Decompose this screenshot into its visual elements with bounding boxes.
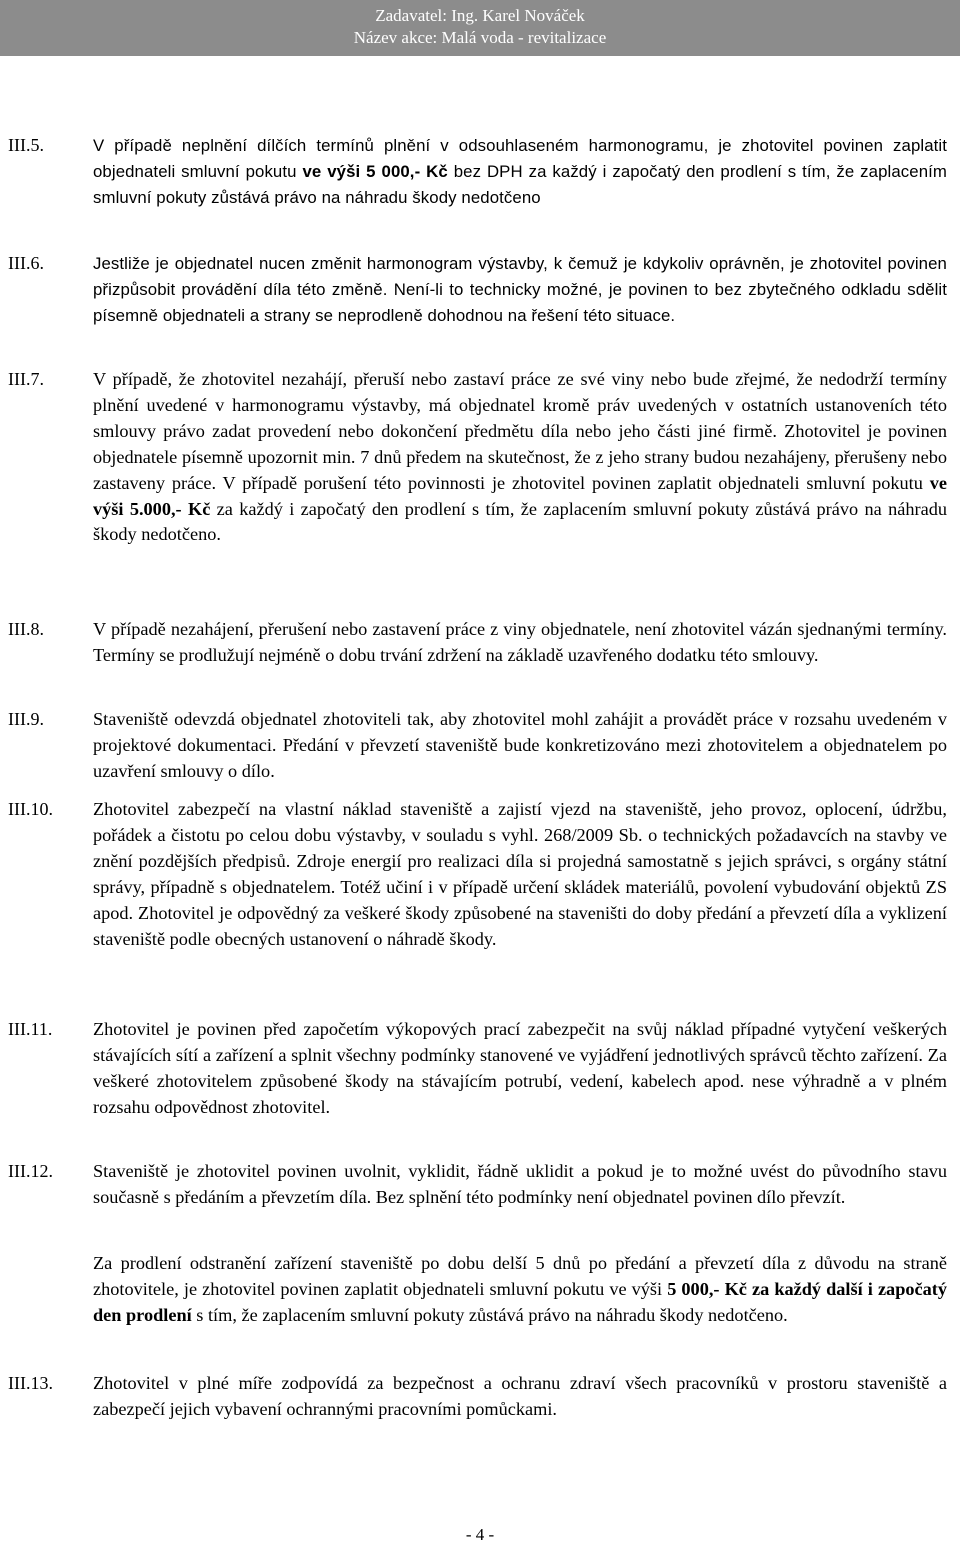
clause-number: III.12. — [8, 1161, 53, 1181]
clause-text — [93, 617, 947, 669]
page-number: - 4 - — [465, 1525, 495, 1544]
clause-text-segment: s tím, že zaplacením smluvní pokuty zůstává právo na náhradu škody nedotčeno. — [191, 1304, 788, 1325]
clause-text-segment: Zhotovitel v plné míře zodpovídá za bezpečnost a ochranu zdraví všech pracovníků v prostoru staveniště a zabezpečí jejich vybavení ochrannými pracovními pomůckami. — [93, 1373, 947, 1419]
clause-text-bold: ve výši 5 000,- Kč — [302, 161, 448, 181]
clause-text — [93, 1159, 947, 1211]
clause-text-segment: V případě nezahájení, přerušení nebo zastavení práce z viny objednatele, není zhotovitel vázán sjednanými termíny. Termíny se prodlužují nejméně o dobu trvání zdržení na základě uzavřeného dodatku této smlouvy. — [93, 619, 947, 665]
clause-text — [93, 251, 947, 329]
clause-text — [93, 133, 947, 211]
clause-text-bold: 5 000,- Kč za každý další i započatý den prodlení — [93, 1278, 947, 1325]
clause-number: III.11. — [8, 1019, 53, 1039]
clause-text — [93, 797, 947, 952]
clause-text — [93, 1017, 947, 1121]
clause-text-segment: bez DPH za každý i započatý den prodlení s tím, že zaplacením smluvní pokuty zůstává právo na náhradu škody nedotčeno — [93, 161, 948, 207]
clause-text — [93, 367, 947, 548]
clause-text-segment: Zhotovitel zabezpečí na vlastní náklad staveniště a zajistí vjezd na staveniště, jeho provoz, oplocení, údržbu, pořádek a čistotu po celou dobu výstavby, v souladu s vyhl. 268/2009 Sb. o technických požadavcích na stavby ve znění pozdějších předpisů. Zdroje energií pro realizaci díla si projedná samostatně s jejich správci, s orgány státní správy, případně s objednatelem. Totéž učiní i v případě určení skládek materiálů, povolení vybudování objektů ZS apod. Zhotovitel je odpovědný za veškeré škody způsobené na staveništi do doby předání a převzetí díla a vyklizení staveniště podle obecných ustanovení o náhradě škody. — [93, 799, 947, 949]
clause-text-segment: Staveniště odevzdá objednatel zhotoviteli tak, aby zhotovitel mohl zahájit a provádět práce v rozsahu uvedeném v projektové dokumentaci. Předání v převzetí staveniště bude konkretizováno mezi zhotovitelem a objednatelem po uzavření smlouvy o dílo. — [93, 709, 947, 781]
clause-number: III.5. — [8, 135, 44, 155]
clause-number: III.7. — [8, 369, 44, 389]
clause-text-segment: Jestliže je objednatel nucen změnit harmonogram výstavby, k čemuž je kdykoliv oprávněn, je zhotovitel povinen přizpůsobit provádění díla této změně. Není-li to technicky možné, je povinen to bez zbytečného odkladu sdělit písemně objednateli a strany se neprodleně dohodnou na řešení této situace. — [93, 254, 947, 325]
clause-number: III.10. — [8, 799, 53, 819]
clause-text-segment: za každý i započatý den prodlení s tím, že zaplacením smluvní pokuty zůstává právo na náhradu škody nedotčeno. — [93, 498, 947, 545]
clause-number: III.8. — [8, 619, 44, 639]
clause-text — [93, 1371, 947, 1423]
clause-text-segment: Za prodlení odstranění zařízení staveniště po dobu delší 5 dnů po předání a převzetí díla z důvodu na straně zhotovitele, je zhotovitel povinen zaplatit objednateli smluvní pokutu ve výši — [93, 1253, 947, 1299]
clause-number: III.6. — [8, 253, 44, 273]
page-header — [0, 0, 960, 56]
clause-text — [93, 707, 947, 785]
clause-text-segment: Zhotovitel je povinen před započetím výkopových prací zabezpečit na svůj náklad případné vytyčení veškerých stávajících sítí a zařízení a splnit všechny podmínky stanovené ve vyjádření jednotlivých správců těchto zařízení. Za veškeré zhotovitelem způsobené škody na stávajícím potrubí, vedení, kabelech apod. nese výhradně a v plném rozsahu odpovědnost zhotovitel. — [93, 1019, 947, 1117]
clause-text-segment: Staveniště je zhotovitel povinen uvolnit, vyklidit, řádně uklidit a pokud je to možné uvést do původního stavu současně s předáním a převzetím díla. Bez splnění této podmínky není objednatel povinen dílo převzít. — [93, 1161, 947, 1207]
clause-text-bold: ve výši 5.000,- Kč — [93, 472, 947, 519]
clause-text — [93, 1251, 947, 1329]
header-client: Zadavatel: Ing. Karel Nováček — [375, 6, 585, 25]
clause-text-segment: V případě, že zhotovitel nezahájí, přeruší nebo zastaví práce ze své viny nebo bude zřejmé, že nedodrží termíny plnění uvedené v harmonogramu výstavby, má objednatel kromě práv uvedených v ostatních ustanoveních této smlouvy právo zadat provedení nebo dokončení předmětu díla nebo jeho části jiné firmě. Zhotovitel je povinen objednatele písemně upozornit min. 7 dnů předem na skutečnost, že z jeho strany budou nezahájeny, přerušeny nebo zastaveny práce. V případě porušení této povinnosti je zhotovitel povinen zaplatit objednateli smluvní pokutu — [93, 369, 947, 493]
header-project-name: Název akce: Malá voda - revitalizace — [353, 28, 607, 47]
clause-text-segment: V případě neplnění dílčích termínů plnění v odsouhlaseném harmonogramu, je zhotovitel povinen zaplatit objednateli smluvní pokutu — [93, 136, 947, 181]
clause-number: III.13. — [8, 1373, 53, 1393]
clause-number: III.9. — [8, 709, 44, 729]
